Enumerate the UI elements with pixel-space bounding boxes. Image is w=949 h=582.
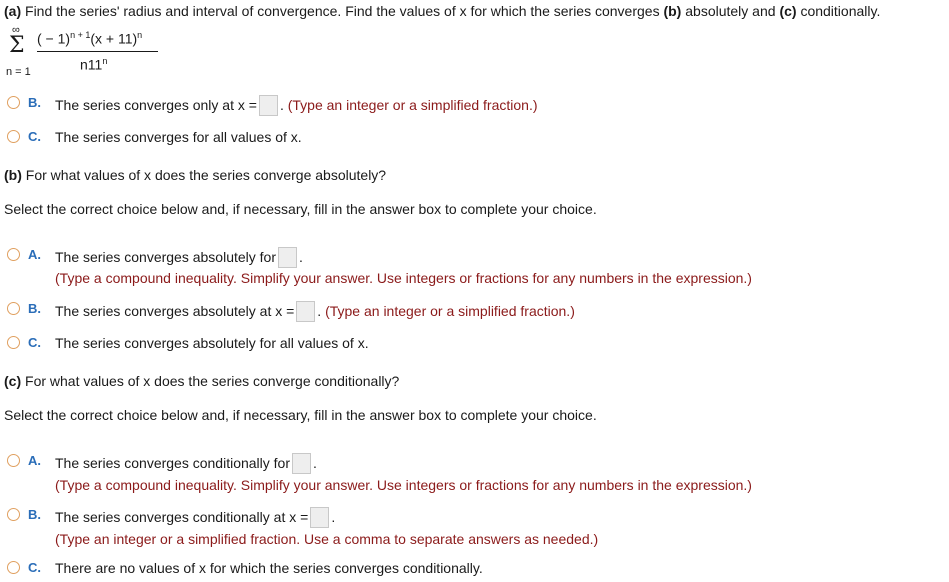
- part-b-ref: (b): [663, 3, 682, 19]
- part-c-choice-a-letter: A.: [28, 453, 41, 468]
- part-b-choice-a-radio[interactable]: [7, 248, 20, 261]
- part-c-choice-b-letter: B.: [28, 507, 41, 522]
- part-b-choice-a: [55, 248, 303, 269]
- part-c-choice-a-text: The series converges conditionally for: [55, 455, 291, 472]
- part-a-choice-b-punct: .: [279, 97, 288, 114]
- sum-lower-limit: n = 1: [6, 66, 31, 78]
- sum-upper-limit: ∞: [12, 24, 20, 36]
- part-b-question-text: For what values of x does the series converge absolutely?: [21, 167, 387, 183]
- part-c-question: [4, 373, 399, 389]
- part-b-answer-box-b[interactable]: [296, 301, 315, 322]
- part-c-choice-c-letter: C.: [28, 560, 41, 575]
- part-a-label: (a): [4, 3, 22, 19]
- header-absolutely: absolutely and: [681, 3, 780, 19]
- part-b-choice-b-letter: B.: [28, 301, 41, 316]
- fraction-bar: [37, 51, 158, 52]
- part-b-choice-b: [55, 302, 575, 323]
- part-b-choice-c-letter: C.: [28, 335, 41, 350]
- sigma-symbol: Σ: [9, 33, 25, 58]
- part-c-instruction: Select the correct choice below and, if necessary, fill in the answer box to complete your choice.: [4, 407, 597, 423]
- part-c-choice-b-hint: (Type an integer or a simplified fraction. Use a comma to separate answers as needed.): [55, 531, 599, 547]
- numerator-exponent: n + 1: [70, 30, 91, 40]
- part-c-choice-a: [55, 454, 317, 475]
- numerator-sign: ( − 1): [37, 30, 71, 47]
- part-c-choice-b: [55, 508, 335, 529]
- part-a-choice-b-letter: B.: [28, 95, 41, 110]
- question-header: [4, 3, 880, 19]
- part-c-choice-b-text: The series converges conditionally at x =: [55, 509, 309, 526]
- part-a-choice-c-radio[interactable]: [7, 130, 20, 143]
- part-a-choice-c-letter: C.: [28, 129, 41, 144]
- part-b-choice-a-text: The series converges absolutely for: [55, 249, 276, 266]
- part-c-answer-box-b[interactable]: [310, 507, 329, 528]
- header-text: Find the series' radius and interval of convergence. Find the values of x for which the series converges: [21, 3, 664, 19]
- part-b-choice-c-radio[interactable]: [7, 336, 20, 349]
- part-c-label: (c): [4, 373, 22, 389]
- series-denominator: [80, 56, 107, 73]
- part-b-choice-a-letter: A.: [28, 247, 41, 262]
- part-b-choice-a-hint: (Type a compound inequality. Simplify your answer. Use integers or fractions for any numbers in the expression.): [55, 270, 752, 286]
- series-numerator: [37, 30, 142, 47]
- part-b-question: [4, 167, 386, 183]
- part-b-choice-b-hint: (Type an integer or a simplified fraction.): [325, 303, 575, 320]
- part-a-choice-b-text: The series converges only at x =: [55, 97, 257, 114]
- part-b-choice-b-text: The series converges absolutely at x =: [55, 303, 295, 320]
- part-b-choice-a-punct: .: [299, 249, 303, 266]
- part-c-choice-c-text: There are no values of x for which the series converges conditionally.: [55, 560, 483, 576]
- part-b-choice-b-punct: .: [317, 303, 326, 320]
- part-c-question-text: For what values of x does the series converge conditionally?: [21, 373, 400, 389]
- part-a-choice-b-hint: (Type an integer or a simplified fraction.): [287, 97, 538, 114]
- part-b-choice-c-text: The series converges absolutely for all values of x.: [55, 335, 369, 351]
- numerator-exponent-n: n: [137, 30, 143, 40]
- denominator-base: n11: [80, 56, 103, 73]
- part-b-label: (b): [4, 167, 22, 183]
- part-a-choice-b: [55, 96, 538, 117]
- part-a-choice-b-radio[interactable]: [7, 96, 20, 109]
- part-b-answer-box-a[interactable]: [278, 247, 297, 268]
- denominator-exponent: n: [102, 56, 108, 66]
- part-b-instruction: Select the correct choice below and, if necessary, fill in the answer box to complete your choice.: [4, 201, 597, 217]
- part-b-choice-b-radio[interactable]: [7, 302, 20, 315]
- part-a-choice-c-text: The series converges for all values of x.: [55, 129, 302, 145]
- part-c-choice-b-punct: .: [331, 509, 336, 526]
- part-c-choice-a-hint: (Type a compound inequality. Simplify your answer. Use integers or fractions for any numbers in the expression.): [55, 477, 752, 493]
- numerator-base: (x + 11): [90, 30, 138, 47]
- header-conditionally: conditionally.: [796, 3, 881, 19]
- part-c-choice-b-radio[interactable]: [7, 508, 20, 521]
- part-c-ref: (c): [779, 3, 797, 19]
- part-c-choice-a-radio[interactable]: [7, 454, 20, 467]
- part-c-answer-box-a[interactable]: [292, 453, 311, 474]
- part-c-choice-c-radio[interactable]: [7, 561, 20, 574]
- part-a-answer-box-b[interactable]: [259, 95, 278, 116]
- part-c-choice-a-punct: .: [313, 455, 317, 472]
